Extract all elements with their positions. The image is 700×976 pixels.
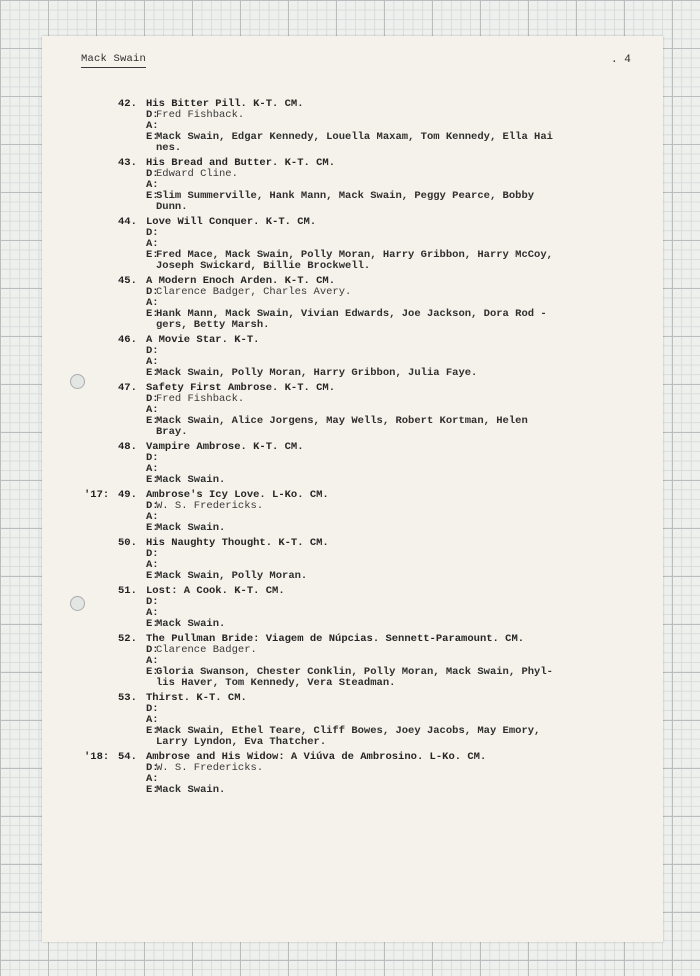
- film-entry: [118, 275, 616, 331]
- cast-label: E:: [146, 131, 159, 143]
- assistant-label: A:: [146, 559, 159, 571]
- entry-number: 51.: [118, 585, 137, 597]
- cast-label: E:: [146, 474, 159, 486]
- cast-value: Mack Swain, Polly Moran.: [156, 570, 308, 582]
- entry-title: Love Will Conquer. K-T. CM.: [146, 216, 317, 228]
- cast-value: Mack Swain, Alice Jorgens, May Wells, Robert Kortman, Helen Bray.: [156, 415, 528, 438]
- cast-label: E:: [146, 666, 159, 678]
- director-value: W. S. Fredericks.: [156, 500, 264, 512]
- director-line: [146, 549, 616, 560]
- cast-label: E:: [146, 249, 159, 261]
- cast-label: E:: [146, 570, 159, 582]
- assistant-label: A:: [146, 773, 159, 785]
- cast-label: E:: [146, 190, 159, 202]
- film-entry: [118, 692, 616, 748]
- cast-value: Mack Swain.: [156, 474, 226, 486]
- cast-label: E:: [146, 522, 159, 534]
- cast-label: E:: [146, 725, 159, 737]
- director-label: D:: [146, 286, 159, 298]
- film-entry: [118, 537, 616, 582]
- assistant-label: A:: [146, 655, 159, 667]
- cast-line: [146, 571, 616, 582]
- cast-line: [146, 309, 616, 331]
- entry-title: A Modern Enoch Arden. K-T. CM.: [146, 275, 336, 287]
- director-label: D:: [146, 548, 159, 560]
- entry-number: 50.: [118, 537, 137, 549]
- film-entry: [118, 216, 616, 272]
- director-line: [146, 453, 616, 464]
- entry-title: Thirst. K-T. CM.: [146, 692, 247, 704]
- entry-number: 42.: [118, 98, 137, 110]
- film-entry: [118, 334, 616, 379]
- entry-title: A Movie Star. K-T.: [146, 334, 260, 346]
- entry-number: 53.: [118, 692, 137, 704]
- cast-value: Mack Swain, Ethel Teare, Cliff Bowes, Joey Jacobs, May Emory, Larry Lyndon, Eva Thatcher.: [156, 725, 541, 748]
- cast-value: Mack Swain, Polly Moran, Harry Gribbon, Julia Faye.: [156, 367, 478, 379]
- director-value: W. S. Fredericks.: [156, 762, 264, 774]
- director-line: [146, 597, 616, 608]
- director-value: Edward Cline.: [156, 168, 238, 180]
- cast-label: E:: [146, 415, 159, 427]
- director-line: [146, 763, 616, 774]
- entry-title: Ambrose's Icy Love. L-Ko. CM.: [146, 489, 329, 501]
- director-line: [146, 704, 616, 715]
- cast-value: Mack Swain.: [156, 522, 226, 534]
- cast-value: Gloria Swanson, Chester Conklin, Polly Moran, Mack Swain, Phyl- lis Haver, Tom Kennedy, Vera Steadman.: [156, 666, 553, 689]
- director-label: D:: [146, 452, 159, 464]
- film-entry: [84, 751, 616, 796]
- cast-value: Mack Swain.: [156, 618, 226, 630]
- director-label: D:: [146, 345, 159, 357]
- director-line: [146, 287, 616, 298]
- cast-label: E:: [146, 367, 159, 379]
- entry-number: 43.: [118, 157, 137, 169]
- cast-value: Fred Mace, Mack Swain, Polly Moran, Harry Gribbon, Harry McCoy, Joseph Swickard, Billie Brockwell.: [156, 249, 553, 272]
- entry-title: Safety First Ambrose. K-T. CM.: [146, 382, 336, 394]
- director-label: D:: [146, 227, 159, 239]
- cast-line: [146, 785, 616, 796]
- director-value: Fred Fishback.: [156, 109, 245, 121]
- filmography-list: [42, 98, 663, 799]
- entry-title: His Naughty Thought. K-T. CM.: [146, 537, 329, 549]
- director-label: D:: [146, 644, 159, 656]
- director-value: Clarence Badger.: [156, 644, 257, 656]
- director-line: [146, 169, 616, 180]
- director-line: [146, 645, 616, 656]
- director-line: [146, 346, 616, 357]
- director-label: D:: [146, 762, 159, 774]
- assistant-label: A:: [146, 238, 159, 250]
- header-author: Mack Swain: [81, 53, 146, 68]
- assistant-label: A:: [146, 120, 159, 132]
- entry-number: 54.: [118, 751, 137, 763]
- entry-number: 47.: [118, 382, 137, 394]
- entry-title: Lost: A Cook. K-T. CM.: [146, 585, 285, 597]
- cast-line: [146, 523, 616, 534]
- assistant-label: A:: [146, 607, 159, 619]
- entry-year: '18:: [84, 751, 110, 763]
- cast-label: E:: [146, 784, 159, 796]
- film-entry: [84, 489, 616, 534]
- cast-value: Slim Summerville, Hank Mann, Mack Swain, Peggy Pearce, Bobby Dunn.: [156, 190, 535, 213]
- cast-line: [146, 475, 616, 486]
- document-page: [42, 36, 663, 942]
- director-label: D:: [146, 596, 159, 608]
- entry-number: 44.: [118, 216, 137, 228]
- cast-line: [146, 132, 616, 154]
- cast-label: E:: [146, 618, 159, 630]
- film-entry: [118, 157, 616, 213]
- entry-number: 46.: [118, 334, 137, 346]
- assistant-label: A:: [146, 404, 159, 416]
- page-number: . 4: [611, 54, 631, 66]
- assistant-label: A:: [146, 714, 159, 726]
- entry-year: '17:: [84, 489, 110, 501]
- cast-line: [146, 619, 616, 630]
- cast-value: Hank Mann, Mack Swain, Vivian Edwards, Joe Jackson, Dora Rod - gers, Betty Marsh.: [156, 308, 547, 331]
- film-entry: [118, 633, 616, 689]
- entry-title: Vampire Ambrose. K-T. CM.: [146, 441, 304, 453]
- director-line: [146, 110, 616, 121]
- director-line: [146, 394, 616, 405]
- director-line: [146, 228, 616, 239]
- cast-line: [146, 416, 616, 438]
- director-line: [146, 501, 616, 512]
- film-entry: [118, 382, 616, 438]
- entry-number: 45.: [118, 275, 137, 287]
- entry-number: 52.: [118, 633, 137, 645]
- director-label: D:: [146, 703, 159, 715]
- director-label: D:: [146, 109, 159, 121]
- assistant-label: A:: [146, 463, 159, 475]
- cast-line: [146, 250, 616, 272]
- assistant-label: A:: [146, 297, 159, 309]
- cast-line: [146, 191, 616, 213]
- film-entry: [118, 98, 616, 154]
- cast-value: Mack Swain.: [156, 784, 226, 796]
- entry-title: His Bitter Pill. K-T. CM.: [146, 98, 304, 110]
- cast-line: [146, 667, 616, 689]
- cast-value: Mack Swain, Edgar Kennedy, Louella Maxam, Tom Kennedy, Ella Hai nes.: [156, 131, 553, 154]
- assistant-label: A:: [146, 179, 159, 191]
- director-value: Clarence Badger, Charles Avery.: [156, 286, 352, 298]
- entry-title: Ambrose and His Widow: A Viúva de Ambrosino. L-Ko. CM.: [146, 751, 487, 763]
- cast-line: [146, 368, 616, 379]
- director-value: Fred Fishback.: [156, 393, 245, 405]
- cast-line: [146, 726, 616, 748]
- director-label: D:: [146, 500, 159, 512]
- entry-title: The Pullman Bride: Viagem de Núpcias. Sennett-Paramount. CM.: [146, 633, 525, 645]
- film-entry: [118, 441, 616, 486]
- film-entry: [118, 585, 616, 630]
- entry-number: 49.: [118, 489, 137, 501]
- entry-number: 48.: [118, 441, 137, 453]
- cast-label: E:: [146, 308, 159, 320]
- director-label: D:: [146, 168, 159, 180]
- director-label: D:: [146, 393, 159, 405]
- entry-title: His Bread and Butter. K-T. CM.: [146, 157, 336, 169]
- assistant-label: A:: [146, 511, 159, 523]
- assistant-label: A:: [146, 356, 159, 368]
